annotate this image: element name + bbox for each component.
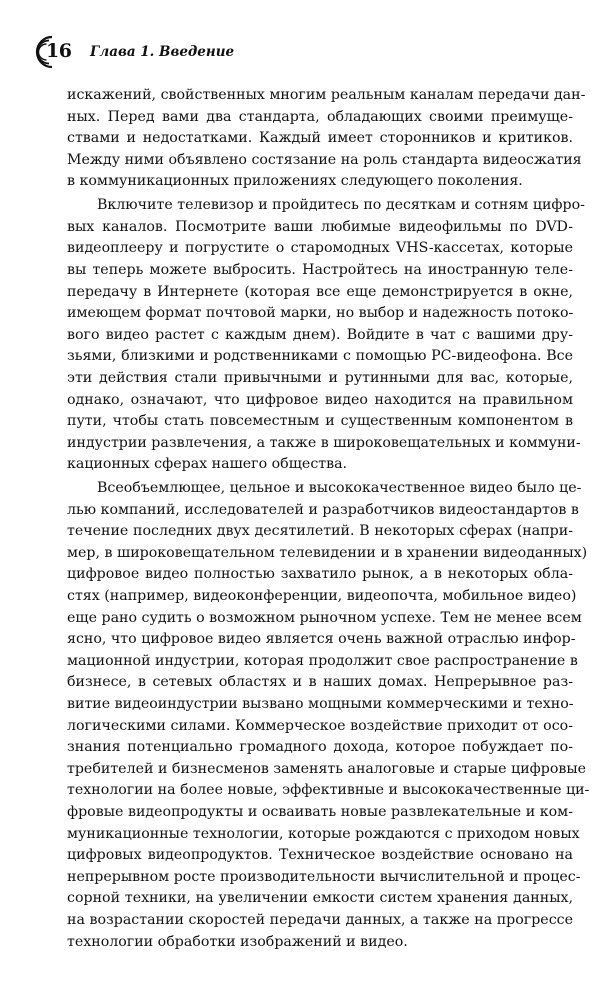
running-head: Глава 1. Введение — [90, 44, 235, 60]
text-line: ных. Перед вами два стандарта, обладающих своими преимуще- — [67, 108, 573, 125]
text-line: Включите телевизор и пройдитесь по десяткам и сотням цифро- — [97, 197, 585, 214]
text-line: непрерывном росте производительности вычислительной и процес- — [67, 868, 581, 885]
text-line: передачу в Интернете (которая все еще демонстрируется в окне, — [67, 283, 573, 300]
text-line: лью компаний, исследователей и разработчиков видеостандартов в — [67, 501, 579, 518]
text-line: бизнесе, в сетевых областях и в наших домах. Непрерывное раз- — [67, 674, 573, 691]
text-line: кационных сферах нашего общества. — [67, 456, 348, 473]
text-line: вых каналов. Посмотрите ваши любимые видеофильмы по DVD- — [67, 218, 573, 235]
text-line: пути, чтобы стать повсеместным и существенным компонентом в — [67, 413, 573, 430]
page-header — [30, 34, 570, 70]
text-line: однако, означают, что цифровое видео находится на правильном — [67, 391, 573, 408]
text-line: логическими силами. Коммерческое воздействие приходит от осо- — [67, 717, 573, 734]
text-line: зьями, близкими и родственниками с помощью PC-видеофона. Все — [67, 348, 573, 365]
text-line: цифровых видеопродуктов. Техническое воздействие основано на — [67, 847, 573, 864]
text-line: стях (например, видеоконференции, видеопочта, мобильное видео) — [67, 588, 577, 605]
text-line: муникационные технологии, которые рождаются с приходом новых — [67, 825, 580, 842]
text-line: эти действия стали привычными и рутинными для вас, которые, — [67, 369, 573, 386]
body-text — [67, 85, 590, 953]
text-line: еще рано судить о возможном рыночном успехе. Тем не менее всем — [67, 609, 582, 626]
text-line: цифровое видео полностью захватило рынок, а в некоторых обла- — [67, 566, 573, 583]
page-number: 16 — [46, 40, 72, 62]
text-line: искажений, свойственных многим реальным каналам передачи дан- — [67, 87, 586, 103]
text-line: фровые видеопродукты и осваивать новые развлекательные и ком- — [67, 803, 573, 820]
text-line: индустрии развлечения, а также в широковещательных и коммуни- — [67, 434, 581, 451]
text-line: знания потенциально громадного дохода, которое побуждает по- — [67, 739, 573, 756]
paragraph — [67, 85, 586, 193]
text-line: в коммуникационных приложениях следующего поколения. — [67, 173, 523, 190]
text-line: технологии на более новые, эффективные и высококачественные ци- — [67, 782, 590, 799]
text-line: сорной техники, на увеличении емкости систем хранения данных, — [67, 890, 573, 907]
text-line: мер, в широковещательном телевидении и в хранении видеоданных) — [67, 544, 588, 561]
text-line: ствами и недостатками. Каждый имеет сторонников и критиков. — [67, 130, 573, 147]
text-line: вого видео растет с каждым днем). Войдите в чат с вашими дру- — [67, 326, 573, 343]
text-line: на возрастании скоростей передачи данных, а также на прогрессе — [67, 911, 573, 928]
text-line: витие видеоиндустрии вызвано мощными коммерческими и техно- — [67, 696, 574, 712]
text-line: вы теперь можете выбросить. Настройтесь на иностранную теле- — [67, 261, 573, 278]
paragraph — [67, 478, 590, 953]
text-line: требителей и бизнесменов заменять аналоговые и старые цифровые — [67, 760, 587, 777]
text-line: имеющем формат почтовой марки, но выбор и надежность потоко- — [67, 305, 574, 322]
text-line: видеоплееру и погрустите о старомодных VHS-кассетах, которые — [67, 240, 573, 257]
text-line: течение последних двух десятилетий. В некоторых сферах (напри- — [67, 523, 573, 540]
text-line: ясно, что цифровое видео является очень важной отраслью инфор- — [67, 631, 576, 648]
paragraph — [67, 195, 585, 476]
text-line: Всеобъемлющее, цельное и высококачественное видео было це- — [97, 480, 582, 497]
text-line: технологии обработки изображений и видео. — [67, 933, 408, 950]
text-line: Между ними объявлено состязание на роль стандарта видеосжатия — [67, 151, 582, 168]
text-line: мационной индустрии, которая продолжит свое распространение в — [67, 652, 578, 669]
